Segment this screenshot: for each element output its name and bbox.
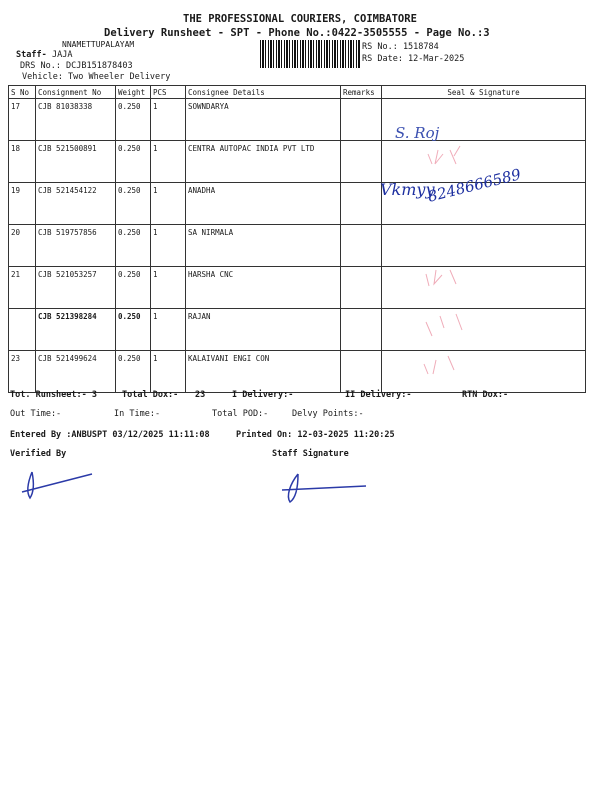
row-pcs: 1 [151, 141, 186, 183]
row-pcs: 1 [151, 183, 186, 225]
col-consignment: Consignment No [36, 86, 116, 99]
row-pcs: 1 [151, 351, 186, 393]
row-sno: 21 [9, 267, 36, 309]
verified-signature [20, 468, 100, 508]
phone-row19: 8248666589 [425, 165, 523, 206]
staff-value: JAJA [52, 50, 73, 60]
row-consignment: CJB 81038338 [36, 99, 116, 141]
rs-date: RS Date: 12-Mar-2025 [362, 54, 465, 64]
col-seal-signature: Seal & Signature [382, 86, 586, 99]
row-sno [9, 309, 36, 351]
row-pcs: 1 [151, 309, 186, 351]
row-remarks [341, 267, 382, 309]
row-consignee: SA NIRMALA [186, 225, 341, 267]
row-consignment: CJB 521398284 [36, 309, 116, 351]
col-sno: S No [9, 86, 36, 99]
row-sno: 17 [9, 99, 36, 141]
barcode [260, 40, 360, 68]
col-consignee: Consignee Details [186, 86, 341, 99]
verified-by-label: Verified By [10, 449, 67, 459]
col-pcs: PCS [151, 86, 186, 99]
signature-row19: Vkmyy [380, 180, 435, 199]
ii-delivery: II Delivery:- [345, 390, 412, 400]
row-weight: 0.250 [116, 309, 151, 351]
row-consignee: RAJAN [186, 309, 341, 351]
row-consignment: CJB 521499624 [36, 351, 116, 393]
out-time: Out Time:- [10, 409, 62, 419]
row-weight: 0.250 [116, 99, 151, 141]
row-weight: 0.250 [116, 351, 151, 393]
staff-signature-label: Staff Signature [272, 449, 349, 459]
row-sno: 18 [9, 141, 36, 183]
staff-signature [280, 470, 370, 510]
row-remarks [341, 141, 382, 183]
row-consignee: SOWNDARYA [186, 99, 341, 141]
rs-number: RS No.: 1518784 [362, 42, 439, 52]
staff-label: Staff- [16, 50, 47, 60]
row-remarks [341, 309, 382, 351]
area-name: NNAMETTUPALAYAM [62, 40, 135, 49]
signature-row17: S. Roj [395, 124, 440, 142]
table-header-row [9, 86, 586, 99]
row-remarks [341, 99, 382, 141]
table-row [9, 99, 586, 141]
total-runsheet: Tot. Runsheet:- 3 [10, 390, 97, 400]
row-consignment: CJB 521454122 [36, 183, 116, 225]
row-pcs: 1 [151, 99, 186, 141]
total-dox-value: 23 [195, 390, 206, 400]
row-consignee: HARSHA CNC [186, 267, 341, 309]
row-weight: 0.250 [116, 183, 151, 225]
row-remarks [341, 225, 382, 267]
drs-number: DRS No.: DCJB151878403 [20, 61, 133, 71]
row-sno: 20 [9, 225, 36, 267]
row-sno: 19 [9, 183, 36, 225]
row-consignment: CJB 521053257 [36, 267, 116, 309]
row-pcs: 1 [151, 225, 186, 267]
row-consignee: ANADHA [186, 183, 341, 225]
runsheet-subtitle: Delivery Runsheet - SPT - Phone No.:0422-3505555 - Page No.:3 [104, 27, 490, 39]
row-consignment: CJB 521500891 [36, 141, 116, 183]
row-consignment: CJB 519757856 [36, 225, 116, 267]
stamp-marks [410, 142, 500, 382]
row-pcs: 1 [151, 267, 186, 309]
printed-on: Printed On: 12-03-2025 11:20:25 [236, 430, 395, 440]
row-weight: 0.250 [116, 225, 151, 267]
total-dox-label: Total Dox:- [122, 390, 179, 400]
in-time: In Time:- [114, 409, 161, 419]
row-consignee: KALAIVANI ENGI CON [186, 351, 341, 393]
delivery-points: Delvy Points:- [292, 409, 364, 419]
row-weight: 0.250 [116, 141, 151, 183]
company-name: THE PROFESSIONAL COURIERS, COIMBATORE [183, 13, 417, 25]
row-sno: 23 [9, 351, 36, 393]
entered-by: Entered By :ANBUSPT 03/12/2025 11:11:08 [10, 430, 210, 440]
row-remarks [341, 351, 382, 393]
vehicle-type: Vehicle: Two Wheeler Delivery [22, 72, 171, 82]
row-remarks [341, 183, 382, 225]
rtn-dox: RTN Dox:- [462, 390, 509, 400]
row-consignee: CENTRA AUTOPAC INDIA PVT LTD [186, 141, 341, 183]
col-weight: Weight [116, 86, 151, 99]
col-remarks: Remarks [341, 86, 382, 99]
row-weight: 0.250 [116, 267, 151, 309]
i-delivery: I Delivery:- [232, 390, 294, 400]
total-pod: Total POD:- [212, 409, 269, 419]
